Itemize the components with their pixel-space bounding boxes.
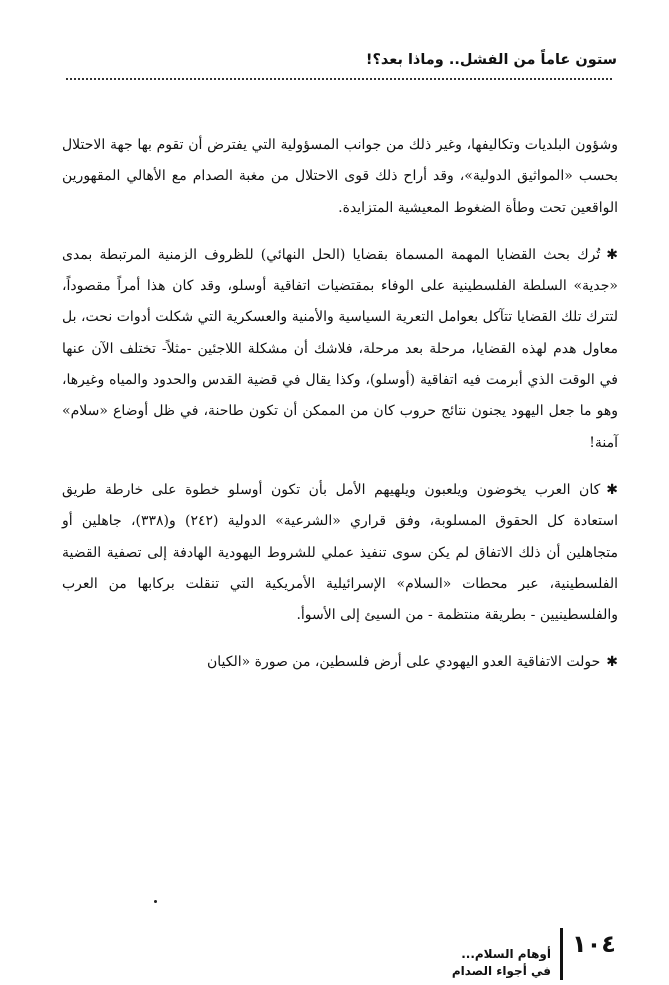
footer-book-title <box>452 946 551 980</box>
paragraph-text: تُرك بحث القضايا المهمة المسماة بقضايا (الحل النهائي) للظروف الزمنية المرتبطة بمدى «جدية» السلطة الفلسطينية على الوفاء بمقتضيات اتفاقية أوسلو، وقد كان هذا أمراً مقصوداً، لتترك تلك القضايا تتآكل بعوامل التعرية السياسية والأمنية والعسكرية التي شكلت أدوات نحت، بل معاول هدم لهذه القضايا، مرحلة بعد مرحلة، فلاشك أن مشكلة اللاجئين -مثلاً- تختلف الآن عنها في الوقت الذي أبرمت فيه اتفاقية (أوسلو)، وكذا يقال في قضية القدس والحدود والمياه وغيرها، وهو ما جعل اليهود يجنون نتائج حروب كان من الممكن أن تكون طاحنة، في ظل أوضاع «سلام» آمنة! <box>62 246 619 451</box>
star-bullet-icon: ✱ <box>606 654 618 671</box>
paragraph <box>62 130 618 224</box>
paragraph-text: كان العرب يخوضون ويلعبون ويلهيهم الأمل بأن تكون أوسلو خطوة على خارطة طريق استعادة كل الحقوق المسلوبة، وفق قراري «الشرعية» الدولية (٢٤٢) و(٣٣٨)، جاهلين أو متجاهلين أن ذلك الاتفاق لم يكن سوى تنفيذ عملي للشروط اليهودية الهادفة إلى تصفية القضية الفلسطينية، عبر محطات «السلام» الإسرائيلية الأمريكية التي تنقلت بركابها من العرب والفلسطينيين - بطريقة منتظمة - من السيئ إلى الأسوأ. <box>62 481 618 624</box>
star-bullet-icon: ✱ <box>606 246 618 263</box>
body-text <box>62 130 618 695</box>
running-header-title: ستون عاماً من الفشل.. وماذا بعد؟! <box>365 52 617 68</box>
bullet-paragraph <box>62 475 618 631</box>
bullet-paragraph <box>62 240 618 459</box>
book-title-line-1: أوهام السلام... <box>461 947 551 961</box>
book-title-line-2: في أجواء الصدام <box>451 964 551 978</box>
stray-dot-mark <box>154 900 157 903</box>
paragraph-text: وشؤون البلديات وتكاليفها، وغير ذلك من جوانب المسؤولية التي يفترض أن تقوم بها جهة الاحتلال بحسب «المواثيق الدولية»، وقد أراح ذلك قوى الاحتلال من مغبة الصدام مع الأهالي المقهورين الواقعين تحت وطأة الضغوط المعيشية المتزايدة. <box>62 137 618 216</box>
page-number: ١٠٤ <box>572 930 616 958</box>
header-dotted-rule <box>66 78 612 80</box>
bullet-paragraph <box>62 647 618 678</box>
star-bullet-icon: ✱ <box>606 481 618 498</box>
paragraph-text: حولت الاتفاقية العدو اليهودي على أرض فلسطين، من صورة «الكيان <box>206 654 601 671</box>
footer-vertical-rule <box>560 928 563 980</box>
